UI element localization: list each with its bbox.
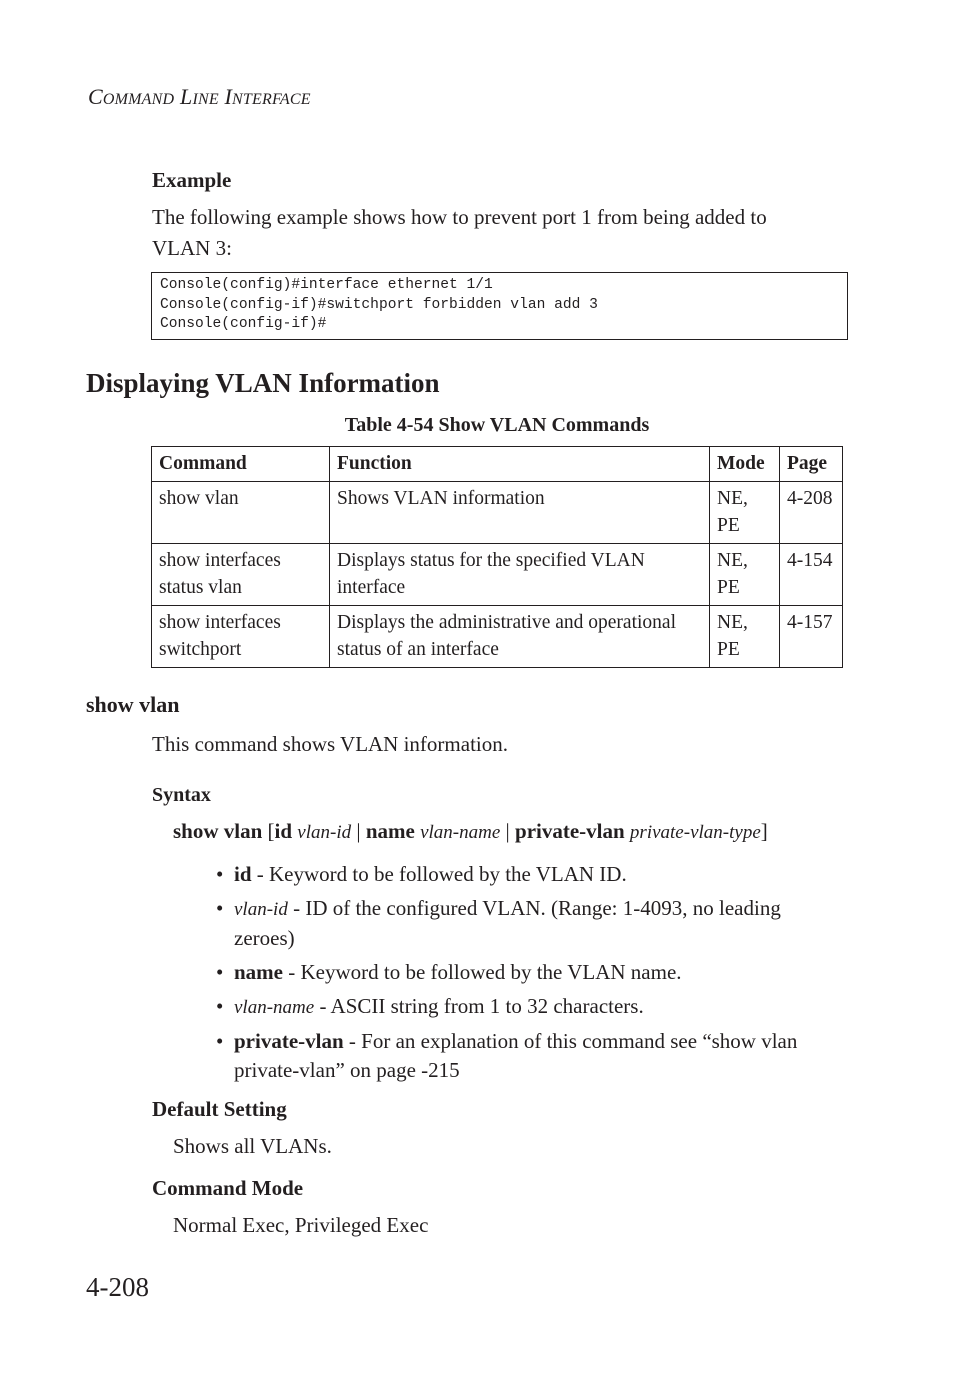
syntax-heading: Syntax: [152, 784, 211, 806]
command-cell: show interfaces switchport: [152, 606, 330, 668]
page-number: 4-208: [86, 1272, 149, 1302]
page-cell: 4-157: [780, 606, 843, 668]
table-row: [152, 544, 843, 606]
syntax-line: show vlan [id vlan-id | name vlan-name | private-vlan private-vlan-type]: [173, 819, 768, 843]
code-example: [151, 272, 848, 340]
list-item: • id - Keyword to be followed by the VLAN ID.: [216, 862, 627, 886]
list-item: • name - Keyword to be followed by the VLAN name.: [216, 960, 682, 984]
example-text: The following example shows how to prevent port 1 from being added to VLAN 3:: [152, 205, 767, 260]
table-row: [152, 606, 843, 668]
default-setting-heading: Default Setting: [152, 1097, 287, 1121]
column-header: Function: [330, 447, 710, 482]
list-item: • vlan-id - ID of the configured VLAN. (Range: 1-4093, no leading zeroes): [216, 896, 781, 950]
column-header: Command: [152, 447, 330, 482]
parameter-list: [216, 860, 846, 1090]
table-row: [152, 482, 843, 544]
page-cell: 4-154: [780, 544, 843, 606]
code-line: Console(config-if)#: [160, 316, 327, 332]
page-cell: 4-208: [780, 482, 843, 544]
table-header-row: [152, 447, 843, 482]
command-cell: show interfaces status vlan: [152, 544, 330, 606]
command-description: This command shows VLAN information.: [152, 732, 508, 756]
command-mode-text: Normal Exec, Privileged Exec: [173, 1213, 429, 1237]
function-cell: Shows VLAN information: [330, 482, 710, 544]
running-header: COMMAND LINE INTERFACE: [88, 84, 311, 109]
example-heading: Example: [152, 168, 232, 192]
table-caption: Table 4-54 Show VLAN Commands: [344, 414, 650, 436]
code-line: Console(config)#interface ethernet 1/1: [160, 277, 493, 293]
code-line: Console(config-if)#switchport forbidden vlan add 3: [160, 296, 598, 313]
section-title: Displaying VLAN Information: [86, 368, 440, 398]
command-title: show vlan: [86, 692, 180, 717]
mode-cell: NE, PE: [710, 606, 780, 668]
command-cell: show vlan: [152, 482, 330, 544]
mode-cell: NE, PE: [710, 482, 780, 544]
list-item: • vlan-name - ASCII string from 1 to 32 characters.: [216, 994, 644, 1018]
function-cell: Displays the administrative and operational status of an interface: [330, 606, 710, 668]
mode-cell: NE, PE: [710, 544, 780, 606]
commands-table: [151, 446, 843, 668]
command-mode-heading: Command Mode: [152, 1176, 304, 1200]
column-header: Page: [780, 447, 843, 482]
column-header: Mode: [710, 447, 780, 482]
list-item: • private-vlan - For an explanation of this command see “show vlan private-vlan” on page -215: [216, 1029, 798, 1082]
function-cell: Displays status for the specified VLAN interface: [330, 544, 710, 606]
default-setting-text: Shows all VLANs.: [173, 1134, 332, 1158]
